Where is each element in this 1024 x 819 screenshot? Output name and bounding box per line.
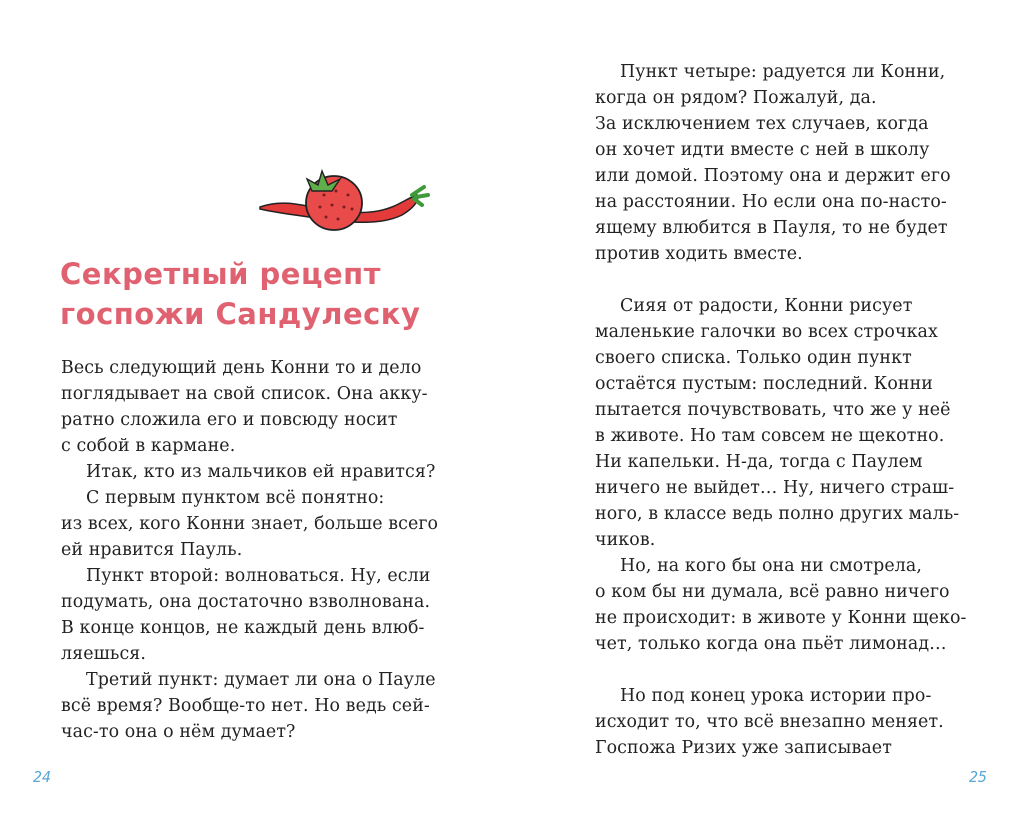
text-line: против ходить вместе. xyxy=(595,244,803,264)
text-line: Весь следующий день Конни то и дело xyxy=(61,358,422,378)
left-body-text xyxy=(61,355,438,745)
text-line: всё время? Вообще-то нет. Но ведь сей- xyxy=(61,696,430,716)
text-line: В конце концов, не каждый день влюб- xyxy=(61,618,425,638)
text-line: Ни капельки. Н-да, тогда с Паулем xyxy=(595,452,923,472)
text-line: ничего не выйдет… Ну, ничего страш- xyxy=(595,478,955,498)
text-line: в животе. Но там совсем не щекотно. xyxy=(595,426,945,446)
paragraph-gap xyxy=(595,657,967,683)
text-line: Пункт второй: волноваться. Ну, если xyxy=(86,566,431,586)
text-line: или домой. Поэтому она и держит его xyxy=(595,166,951,186)
text-line: ного, в классе ведь полно других маль- xyxy=(595,504,960,524)
text-line: поглядывает на свой список. Она акку- xyxy=(61,384,428,404)
text-line: своего списка. Только один пункт xyxy=(595,348,912,368)
chapter-title-line: Секретный рецепт xyxy=(60,257,381,291)
text-line: Пункт четыре: радуется ли Конни, xyxy=(620,62,946,82)
text-line: о ком бы ни думала, всё равно ничего xyxy=(595,582,950,602)
text-line: ляешься. xyxy=(61,644,146,664)
text-line: Третий пункт: думает ли она о Пауле xyxy=(86,670,436,690)
text-line: ей нравится Пауль. xyxy=(61,540,243,560)
text-line: с собой в кармане. xyxy=(61,436,236,456)
text-line: чиков. xyxy=(595,530,656,550)
text-line: не происходит: в животе у Конни щеко- xyxy=(595,608,967,628)
text-line: когда он рядом? Пожалуй, да. xyxy=(595,88,877,108)
right-page xyxy=(512,0,1024,819)
chapter-title-line: госпожи Сандулеску xyxy=(60,297,421,331)
text-line: исходит то, что всё внезапно меняет. xyxy=(595,712,944,732)
text-line: ящему влюбится в Пауля, то не будет xyxy=(595,218,948,238)
text-line: пытается почувствовать, что же у неё xyxy=(595,400,951,420)
text-line: чет, только когда она пьёт лимонад… xyxy=(595,634,947,654)
text-line: За исключением тех случаев, когда xyxy=(595,114,929,134)
text-line: час-то она о нём думает? xyxy=(61,722,296,742)
text-line: подумать, она достаточно взволнована. xyxy=(61,592,431,612)
text-line: маленькие галочки во всех строчках xyxy=(595,322,938,342)
chapter-title xyxy=(60,254,420,334)
text-line: на расстоянии. Но если она по-насто- xyxy=(595,192,947,212)
paragraph-gap xyxy=(595,267,967,293)
text-line: ратно сложила его и повсюду носит xyxy=(61,410,398,430)
page-number: 24 xyxy=(33,768,52,786)
text-line: остаётся пустым: последний. Конни xyxy=(595,374,933,394)
text-line: он хочет идти вместе с ней в школу xyxy=(595,140,930,160)
right-body-text xyxy=(595,59,967,761)
text-line: Госпожа Ризих уже записывает xyxy=(595,738,892,758)
text-line: Сияя от радости, Конни рисует xyxy=(620,296,913,316)
text-line: Но под конец урока истории про- xyxy=(620,686,932,706)
text-line: из всех, кого Конни знает, больше всего xyxy=(61,514,439,534)
text-line: С первым пунктом всё понятно: xyxy=(86,488,385,508)
page-number: 25 xyxy=(969,768,988,786)
text-line: Но, на кого бы она ни смотрела, xyxy=(620,556,922,576)
strawberry-chili-illustration xyxy=(252,165,438,235)
text-line: Итак, кто из мальчиков ей нравится? xyxy=(86,462,436,482)
